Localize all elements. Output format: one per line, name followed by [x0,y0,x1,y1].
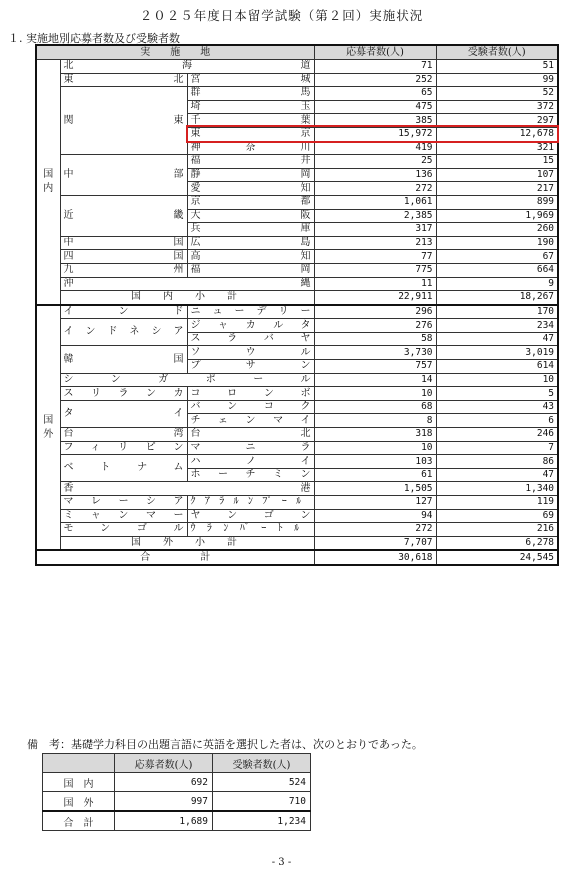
examinees-cell: 190 [436,236,558,250]
applicants-cell: 10 [314,387,436,401]
city-cell: ニューデリー [187,305,314,319]
applicants-cell: 15,972 [314,127,436,141]
city-cell: 高 知 [187,250,314,264]
applicants-cell: 318 [314,428,436,442]
table-row [36,305,558,319]
country-cell: タ イ [60,400,187,427]
table-row [36,455,558,469]
examinees-cell: 234 [436,319,558,333]
table-row [36,236,558,250]
region-cell: 近 畿 [60,195,187,236]
examinees-cell: 260 [436,223,558,237]
examinees-cell: 9 [436,277,558,291]
table-row [36,496,558,510]
english-header-blank [43,754,115,773]
region-cell: 中 部 [60,155,187,196]
examinees-cell: 51 [436,60,558,74]
examinees-cell: 99 [436,73,558,87]
section-label: 国外 [36,305,60,551]
applicants-cell: 2,385 [314,209,436,223]
country-cell: ミャンマー [60,509,187,523]
english-table-row [43,811,311,831]
subtotal-applicants: 7,707 [314,536,436,550]
table-row [36,195,558,209]
subtotal-examinees: 18,267 [436,291,558,305]
applicants-cell: 68 [314,400,436,414]
table-row [36,155,558,169]
region-cell: 北 海 道 [60,60,314,74]
country-cell: フィリピン [60,441,187,455]
subtotal-label: 国 外 小 計 [60,536,314,550]
city-cell: 福 井 [187,155,314,169]
header-applicants: 応募者数(人) [314,45,436,60]
examinees-cell: 10 [436,373,558,387]
applicants-cell: 94 [314,509,436,523]
applicants-cell: 757 [314,360,436,374]
region-cell: 中 国 [60,236,187,250]
city-cell: 埼 玉 [187,100,314,114]
examinees-cell: 7 [436,441,558,455]
city-cell: 兵 庫 [187,223,314,237]
applicants-cell: 272 [314,523,436,537]
country-cell: 韓 国 [60,346,187,373]
total-applicants: 30,618 [314,550,436,565]
examinees-cell: 69 [436,509,558,523]
table-row [36,441,558,455]
applicants-cell: 65 [314,87,436,101]
page-title: ２０２５年度日本留学試験（第２回）実施状況 [139,8,424,23]
examinees-cell: 899 [436,195,558,209]
applicants-cell: 136 [314,168,436,182]
examinees-cell: 86 [436,455,558,469]
examinees-cell: 119 [436,496,558,510]
english-header-applicants: 応募者数(人) [115,754,213,773]
city-cell: マニラ [187,441,314,455]
table-row [36,250,558,264]
city-cell: ソウル [187,346,314,360]
city-cell: ヤンゴン [187,509,314,523]
city-cell: チェンマイ [187,414,314,428]
table-row [36,87,558,101]
section-label: 国内 [36,60,60,305]
english-examinees: 1,234 [213,811,311,831]
examinees-cell: 216 [436,523,558,537]
examinees-cell: 43 [436,400,558,414]
table-row [36,400,558,414]
country-cell: モンゴル [60,523,187,537]
city-cell: 広 島 [187,236,314,250]
header-site: 実 施 地 [36,45,314,60]
table-row [36,277,558,291]
applicants-cell: 1,505 [314,482,436,496]
applicants-cell: 3,730 [314,346,436,360]
city-cell: スラバヤ [187,332,314,346]
applicants-cell: 276 [314,319,436,333]
city-cell: 福 岡 [187,263,314,277]
city-cell: 千 葉 [187,114,314,128]
applicants-cell: 58 [314,332,436,346]
header-examinees: 受験者数(人) [436,45,558,60]
examinees-cell: 664 [436,263,558,277]
subtotal-examinees: 6,278 [436,536,558,550]
english-examinees: 710 [213,792,311,812]
region-cell: 沖 縄 [60,277,314,291]
applicants-cell: 317 [314,223,436,237]
total-examinees: 24,545 [436,550,558,565]
examinees-cell: 1,340 [436,482,558,496]
city-cell: プサン [187,360,314,374]
results-table [35,44,559,566]
english-applicants: 1,689 [115,811,213,831]
table-header-row [36,45,558,60]
applicants-cell: 77 [314,250,436,264]
english-examinees: 524 [213,773,311,792]
examinees-cell: 52 [436,87,558,101]
examinees-cell: 3,019 [436,346,558,360]
table-row [36,523,558,537]
city-cell: ハノイ [187,455,314,469]
english-row-label: 国 内 [43,773,115,792]
total-label: 合 計 [36,550,314,565]
english-applicants: 692 [115,773,213,792]
table-row [36,509,558,523]
applicants-cell: 252 [314,73,436,87]
table-row [36,387,558,401]
city-cell: 大 阪 [187,209,314,223]
examinees-cell: 297 [436,114,558,128]
region-cell: 四 国 [60,250,187,264]
applicants-cell: 296 [314,305,436,319]
applicants-cell: 14 [314,373,436,387]
city-cell: 群 馬 [187,87,314,101]
english-table-row [43,773,311,792]
applicants-cell: 475 [314,100,436,114]
city-cell: ｸｱﾗﾙﾝﾌﾟｰﾙ [187,496,314,510]
english-table-header [43,754,311,773]
page-number: - 3 - [271,857,292,868]
country-cell: インドネシア [60,319,187,346]
city-cell: ホーチミン [187,468,314,482]
note-text: 備 考：基礎学力科目の出題言語に英語を選択した者は、次のとおりであった。 [27,738,423,751]
examinees-cell: 6 [436,414,558,428]
city-cell: 静 岡 [187,168,314,182]
english-row-label: 国 外 [43,792,115,812]
examinees-cell: 12,678 [436,127,558,141]
table-row [36,263,558,277]
total-row [36,550,558,565]
applicants-cell: 1,061 [314,195,436,209]
examinees-cell: 107 [436,168,558,182]
english-applicants: 997 [115,792,213,812]
examinees-cell: 1,969 [436,209,558,223]
country-cell: スリランカ [60,387,187,401]
examinees-cell: 47 [436,332,558,346]
applicants-cell: 61 [314,468,436,482]
examinees-cell: 614 [436,360,558,374]
examinees-cell: 372 [436,100,558,114]
region-cell: 九 州 [60,263,187,277]
country-cell: マレーシア [60,496,187,510]
applicants-cell: 11 [314,277,436,291]
applicants-cell: 127 [314,496,436,510]
applicants-cell: 8 [314,414,436,428]
city-cell: 愛 知 [187,182,314,196]
country-cell: イ ン ド [60,305,187,319]
applicants-cell: 272 [314,182,436,196]
city-cell: 東 京 [187,127,314,141]
city-cell: 宮 城 [187,73,314,87]
city-cell: 台 北 [187,428,314,442]
applicants-cell: 419 [314,141,436,155]
table-row [36,346,558,360]
city-cell: ｳﾗﾝﾊﾞｰﾄﾙ [187,523,314,537]
applicants-cell: 103 [314,455,436,469]
examinees-cell: 246 [436,428,558,442]
applicants-cell: 71 [314,60,436,74]
english-header-examinees: 受験者数(人) [213,754,311,773]
english-table [42,753,311,831]
examinees-cell: 47 [436,468,558,482]
subtotal-label: 国 内 小 計 [60,291,314,305]
applicants-cell: 25 [314,155,436,169]
city-cell: バンコク [187,400,314,414]
table-row [36,373,558,387]
country-cell: ベトナム [60,455,187,482]
city-cell: コロンボ [187,387,314,401]
region-cell: 関 東 [60,87,187,155]
english-row-label: 合 計 [43,811,115,831]
examinees-cell: 321 [436,141,558,155]
examinees-cell: 67 [436,250,558,264]
country-cell: 香 港 [60,482,314,496]
examinees-cell: 217 [436,182,558,196]
city-cell: ジャカルタ [187,319,314,333]
domestic-subtotal-row [36,291,558,305]
overseas-subtotal-row [36,536,558,550]
examinees-cell: 15 [436,155,558,169]
applicants-cell: 385 [314,114,436,128]
table-row [36,319,558,333]
table-row [36,482,558,496]
applicants-cell: 10 [314,441,436,455]
examinees-cell: 170 [436,305,558,319]
applicants-cell: 775 [314,263,436,277]
section-title: １. 実施地別応募者数及び受験者数 [8,32,180,45]
city-cell: 神 奈 川 [187,141,314,155]
country-cell: シンガポール [60,373,314,387]
country-cell: 台 湾 [60,428,187,442]
subtotal-applicants: 22,911 [314,291,436,305]
english-table-row [43,792,311,812]
city-cell: 京 都 [187,195,314,209]
table-row [36,428,558,442]
region-cell: 東 北 [60,73,187,87]
table-row [36,73,558,87]
examinees-cell: 5 [436,387,558,401]
table-row [36,60,558,74]
applicants-cell: 213 [314,236,436,250]
